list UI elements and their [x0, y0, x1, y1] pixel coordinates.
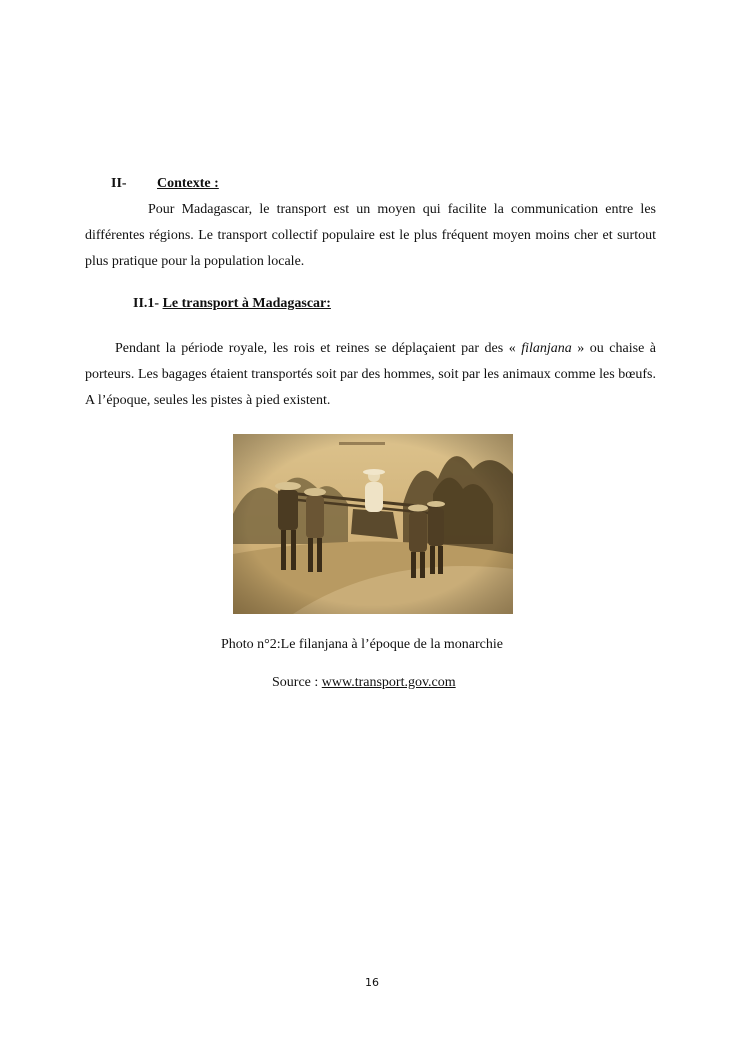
section-number: II-: [111, 176, 127, 191]
subsection-heading: [133, 296, 331, 312]
subsection-number: II.1-: [133, 296, 160, 311]
source-link[interactable]: www.transport.gov.com: [321, 675, 456, 690]
paragraph-text-start: Pendant la période royale, les rois et reines se déplaçaient par des «: [115, 341, 522, 356]
page-number: 16: [365, 976, 379, 989]
photo-caption: Photo n°2:Le filanjana à l’époque de la monarchie: [221, 637, 503, 652]
paragraph-text-end: » ou chaise à porteurs. Les bagages étaient transportés soit par des hommes, soit par les animaux comme les bœufs. A l’époque, seules les pistes à pied existent.: [85, 341, 657, 408]
subsection-paragraph: [85, 336, 656, 414]
section-title: Contexte :: [157, 176, 219, 191]
section-heading: [111, 176, 219, 192]
filanjana-photo-drawing: [233, 434, 513, 614]
filanjana-photo: [233, 434, 513, 614]
filanjana-term: filanjana: [521, 341, 572, 356]
subsection-title: Le transport à Madagascar:: [162, 296, 331, 311]
section-paragraph: Pour Madagascar, le transport est un moyen qui facilite la communication entre les différentes régions. Le transport collectif populaire est le plus fréquent moyen moins cher et surtout plus pratique pour la population locale.: [85, 202, 656, 269]
source-label: Source :: [272, 675, 322, 690]
source-line: [272, 675, 456, 691]
